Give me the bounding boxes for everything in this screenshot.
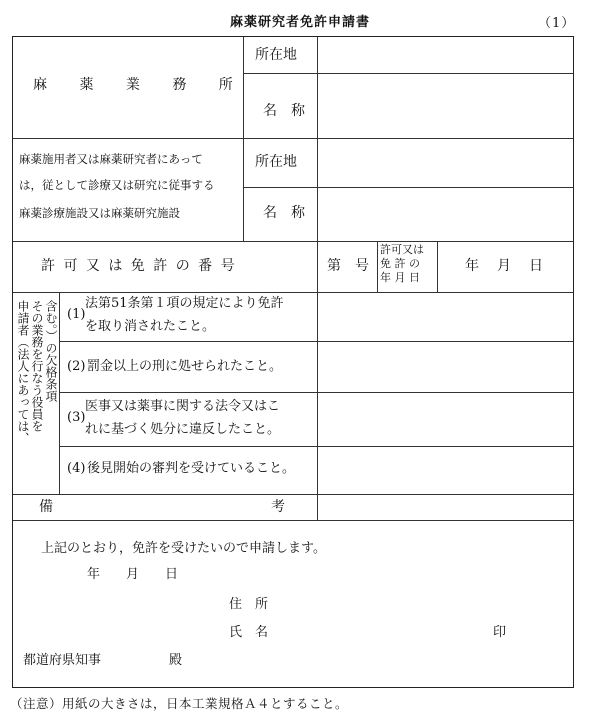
- license-date-value: 年 月 日: [465, 258, 545, 274]
- page-number: （1）: [538, 16, 576, 31]
- office-location-label: 所在地: [255, 47, 297, 63]
- license-date-label-3: 年 月 日: [380, 271, 420, 284]
- paper-size-note: （注意）用紙の大きさは，日本工業規格Ａ４とすること。: [10, 696, 349, 711]
- declaration-date: 年 月 日: [87, 567, 179, 582]
- facility-label-line1: 麻薬施用者又は麻薬研究者にあって: [19, 152, 203, 166]
- disqualification-side-col3: 含む。）の欠格条項: [44, 300, 58, 402]
- license-number-label: 許 可 又 は 免 許 の 番 号: [41, 258, 237, 274]
- facility-label-line2: は，従として診療又は研究に従事する: [19, 178, 215, 192]
- office-name-label: 名 称: [263, 103, 305, 119]
- row-divider: [13, 494, 573, 495]
- disqualification-side-col2: その業務を行なう役員を: [30, 300, 44, 432]
- remarks-label-left: 備: [39, 499, 53, 515]
- form-title: 麻薬研究者免許申請書: [229, 15, 370, 30]
- item-1-num: (1): [67, 307, 86, 322]
- col-divider: [377, 241, 378, 292]
- application-form: [12, 36, 574, 688]
- col-divider: [317, 37, 318, 241]
- row-divider: [59, 392, 573, 393]
- row-divider: [59, 341, 573, 342]
- item-3-line1: 医事又は薬事に関する法令又はこ: [85, 399, 281, 414]
- declaration-statement: 上記のとおり，免許を受けたいので申請します。: [41, 541, 326, 556]
- item-4-num: (4): [67, 461, 86, 476]
- license-date-label-2: 免 許 の: [380, 257, 420, 270]
- row-divider: [59, 446, 573, 447]
- col-divider: [59, 292, 60, 494]
- col-divider: [437, 241, 438, 292]
- item-1-line2: を取り消されたこと。: [85, 319, 216, 334]
- row-divider: [13, 520, 573, 521]
- office-label: 麻 薬 業 務 所: [33, 77, 247, 93]
- item-4-line1: 後見開始の審判を受けていること。: [87, 461, 296, 476]
- row-divider: [13, 138, 573, 139]
- col-divider: [243, 37, 244, 241]
- row-divider: [13, 292, 573, 293]
- row-divider: [243, 73, 573, 74]
- col-divider: [317, 241, 318, 520]
- disqualification-side-col1: 申請者（法人にあっては、: [16, 300, 30, 444]
- item-2-line1: 罰金以上の刑に処せられたこと。: [87, 359, 283, 374]
- honorific-label: 殿: [169, 653, 183, 668]
- item-1-line1: 法第51条第１項の規定により免許: [85, 296, 284, 311]
- address-label: 住 所: [229, 597, 269, 612]
- remarks-label-right: 考: [271, 499, 285, 515]
- addressee-label: 都道府県知事: [23, 653, 102, 668]
- name-label: 氏 名: [229, 625, 269, 640]
- facility-label-line3: 麻薬診療施設又は麻薬研究施設: [19, 206, 180, 220]
- license-number-prefix: 第 号: [327, 258, 369, 274]
- item-3-num: (3): [67, 410, 86, 425]
- row-divider: [13, 241, 573, 242]
- item-2-num: (2): [67, 359, 86, 374]
- row-divider: [243, 187, 573, 188]
- facility-location-label: 所在地: [255, 154, 297, 170]
- facility-name-label: 名 称: [263, 205, 305, 221]
- seal-mark: 印: [493, 625, 507, 640]
- item-3-line2: れに基づく処分に違反したこと。: [85, 422, 281, 437]
- license-date-label-1: 許可又は: [380, 243, 424, 256]
